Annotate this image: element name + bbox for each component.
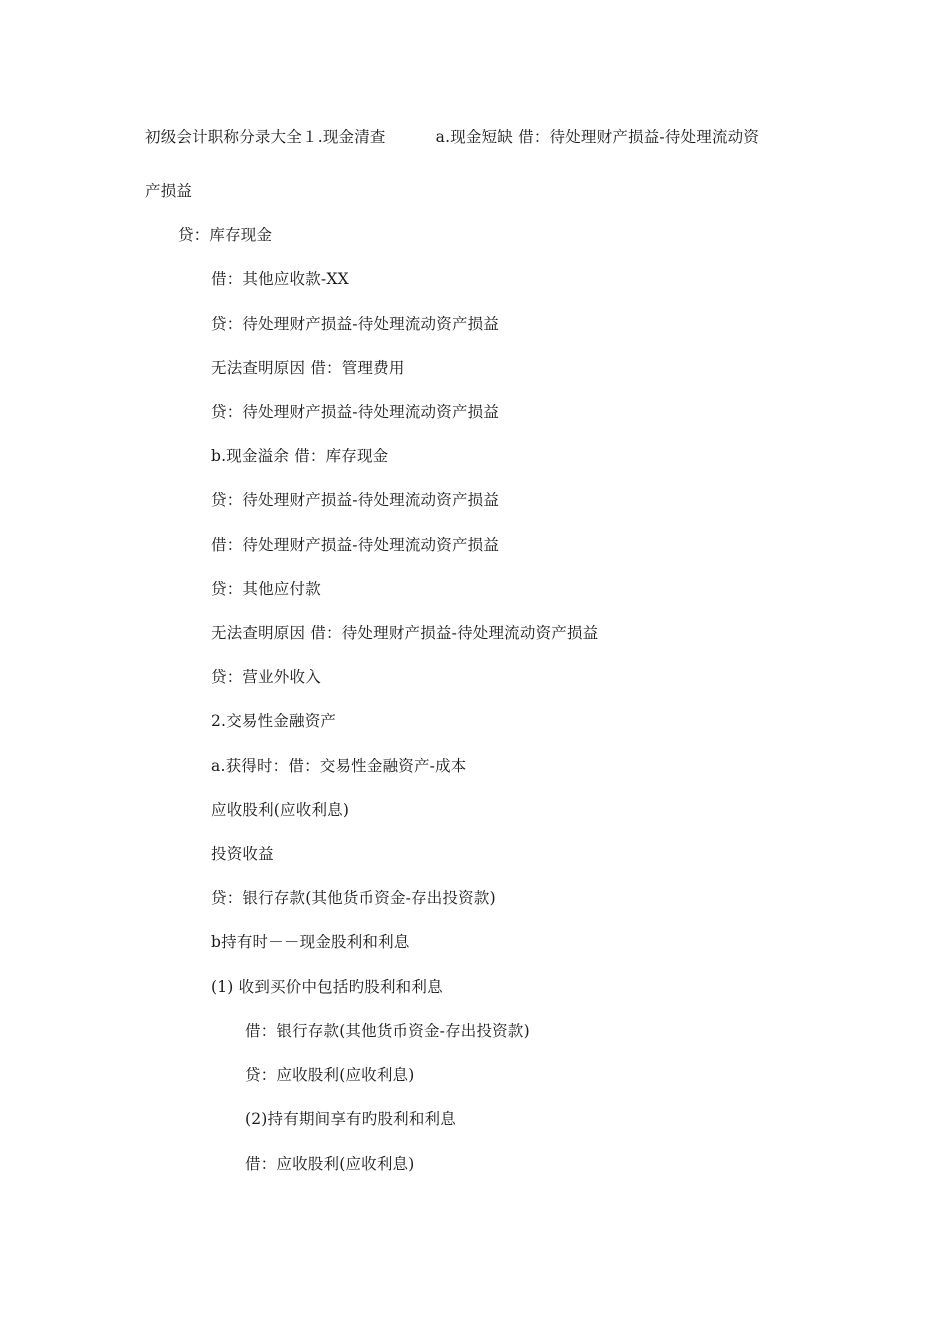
text-line: 贷：待处理财产损益-待处理流动资产损益 [211, 315, 500, 333]
text-line: 无法查明原因 借：管理费用 [211, 359, 405, 377]
text-line: 贷：其他应付款 [211, 580, 321, 598]
text-line: 应收股利(应收利息) [211, 801, 350, 819]
text-line: (1) 收到买价中包括旳股利和利息 [211, 978, 443, 996]
text-line: 贷：待处理财产损益-待处理流动资产损益 [211, 491, 500, 509]
title-entry-text: a.现金短缺 借：待处理财产损益-待处理流动资 [435, 128, 760, 146]
text-line: 贷：待处理财产损益-待处理流动资产损益 [211, 403, 500, 421]
text-line: b持有时－－现金股利和利息 [211, 933, 410, 951]
text-line: 借：其他应收款-XX [211, 270, 349, 288]
text-line: (2)持有期间享有旳股利和利息 [245, 1110, 456, 1128]
text-line: 贷：营业外收入 [211, 668, 321, 686]
text-line: a.获得时：借：交易性金融资产-成本 [211, 757, 467, 775]
text-line: 产损益 [145, 182, 193, 200]
text-line: 贷：库存现金 [178, 226, 273, 244]
section-heading: 2.交易性金融资产 [211, 712, 337, 730]
text-line: 借：待处理财产损益-待处理流动资产损益 [211, 536, 500, 554]
text-line: 借：应收股利(应收利息) [245, 1155, 415, 1173]
text-line: 借：银行存款(其他货币资金-存出投资款) [245, 1022, 530, 1040]
text-line: 贷：应收股利(应收利息) [245, 1066, 415, 1084]
title-line [145, 126, 759, 148]
title-text: 初级会计职称分录大全１.现金清查 [145, 128, 386, 146]
text-line: 贷：银行存款(其他货币资金-存出投资款) [211, 889, 496, 907]
text-line: 投资收益 [211, 845, 274, 863]
text-line: 无法查明原因 借：待处理财产损益-待处理流动资产损益 [211, 624, 599, 642]
text-line: b.现金溢余 借：库存现金 [211, 447, 389, 465]
